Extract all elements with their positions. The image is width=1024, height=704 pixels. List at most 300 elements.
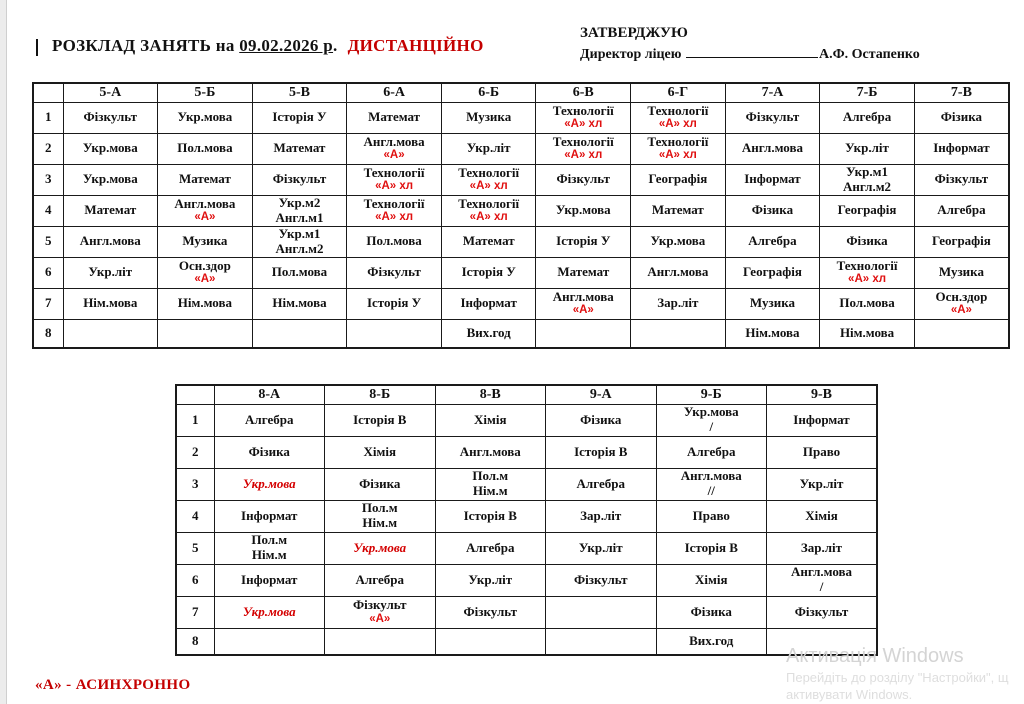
- schedule-row-1: [176, 404, 877, 436]
- schedule-cell-5-В-4: [252, 195, 347, 226]
- subject-label: Географія: [932, 233, 991, 249]
- class-column-header-5-А: 5-А: [63, 83, 158, 102]
- schedule-cell-7-А-6: [725, 257, 820, 288]
- lesson-number: 2: [176, 436, 214, 468]
- lesson-number: 8: [176, 628, 214, 655]
- schedule-cell-9-Б-6: [656, 564, 767, 596]
- schedule-cell-8-Б-1: [325, 404, 436, 436]
- schedule-cell-7-Б-4: [820, 195, 915, 226]
- schedule-cell-5-А-1: [63, 102, 158, 133]
- subject-label: Математ: [651, 202, 704, 218]
- subject-label: Укр.м1: [846, 163, 888, 179]
- schedule-row-6: [33, 257, 1009, 288]
- class-column-header-5-Б: 5-Б: [158, 83, 253, 102]
- subject-label: Укр.мова: [82, 171, 138, 187]
- schedule-table-grades-8-9: [175, 384, 878, 656]
- subject-label: Алгебра: [466, 539, 515, 555]
- subject-label: Історія У: [461, 264, 516, 280]
- schedule-cell-9-В-2: [767, 436, 878, 468]
- subject-label: Технології: [552, 133, 614, 149]
- schedule-cell-6-В-2: [536, 133, 631, 164]
- subject-label: Математ: [557, 264, 610, 280]
- subject-label: Пол.мова: [366, 233, 422, 249]
- subject-label: Алгебра: [687, 443, 736, 459]
- subject-label: Осн.здор: [935, 288, 988, 304]
- subject-label: Географія: [837, 202, 897, 218]
- subject-label: Право: [692, 507, 730, 523]
- subject-label: «А»: [194, 211, 216, 224]
- schedule-cell-5-Б-1: [158, 102, 253, 133]
- subject-label: Пол.м: [472, 468, 509, 484]
- lesson-number: 6: [33, 257, 63, 288]
- subject-label: /: [819, 579, 824, 594]
- subject-label: Фізкульт: [573, 571, 628, 587]
- schedule-cell-6-В-5: [536, 226, 631, 257]
- subject-label: Алгебра: [576, 475, 625, 491]
- subject-label: Фізика: [846, 233, 888, 249]
- schedule-cell-6-А-3: [347, 164, 442, 195]
- schedule-cell-9-В-5: [767, 532, 878, 564]
- subject-label: Нім.м: [362, 515, 398, 530]
- subject-label: Алгебра: [748, 233, 797, 249]
- subject-label: Англ.мова: [647, 264, 709, 280]
- schedule-cell-9-Б-3: [656, 468, 767, 500]
- schedule-cell-9-А-6: [546, 564, 657, 596]
- watermark-line2: активувати Windows.: [786, 687, 913, 702]
- schedule-cell-5-Б-7: [158, 288, 253, 319]
- subject-label: Історія У: [366, 295, 422, 311]
- schedule-cell-5-В-1: [252, 102, 347, 133]
- schedule-cell-7-А-5: [725, 226, 820, 257]
- date-suffix: .: [333, 36, 338, 55]
- schedule-cell-5-В-3: [252, 164, 347, 195]
- schedule-cell-7-А-4: [725, 195, 820, 226]
- schedule-cell-6-Г-7: [631, 288, 726, 319]
- subject-label: Фізика: [580, 411, 622, 427]
- subject-label: Музика: [749, 295, 795, 311]
- schedule-cell-8-Б-3: [325, 468, 436, 500]
- subject-label: Математ: [178, 171, 231, 187]
- class-column-header-7-Б: 7-Б: [820, 83, 915, 102]
- subject-label: Зар.літ: [657, 295, 699, 311]
- subject-label: Географія: [648, 171, 708, 187]
- schedule-cell-6-А-8: [347, 319, 442, 348]
- watermark-line1: Перейдіть до розділу "Настройки", щ: [786, 670, 1009, 685]
- schedule-cell-9-Б-5: [656, 532, 767, 564]
- schedule-cell-5-В-8: [252, 319, 347, 348]
- page-title: [52, 36, 484, 55]
- schedule-row-7: [33, 288, 1009, 319]
- schedule-cell-7-В-1: [914, 102, 1009, 133]
- schedule-cell-6-Б-2: [441, 133, 536, 164]
- schedule-cell-6-Г-6: [631, 257, 726, 288]
- schedule-cell-9-А-7: [546, 596, 657, 628]
- subject-label: Англ.мова: [680, 468, 742, 484]
- class-column-header-8-Б: 8-Б: [325, 385, 436, 404]
- schedule-cell-9-В-7: [767, 596, 878, 628]
- schedule-cell-8-В-3: [435, 468, 546, 500]
- schedule-cell-6-А-5: [347, 226, 442, 257]
- subject-label: Укр.мова: [242, 475, 296, 491]
- schedule-cell-7-В-7: [914, 288, 1009, 319]
- subject-label: Інформат: [241, 507, 298, 523]
- class-column-header-6-Б: 6-Б: [441, 83, 536, 102]
- subject-label: Англ.мова: [459, 443, 521, 459]
- lesson-number: 7: [176, 596, 214, 628]
- schedule-cell-5-Б-2: [158, 133, 253, 164]
- subject-label: Укр.літ: [845, 140, 889, 156]
- subject-label: Алгебра: [355, 571, 404, 587]
- schedule-cell-7-Б-5: [820, 226, 915, 257]
- schedule-row-4: [176, 500, 877, 532]
- schedule-cell-7-А-2: [725, 133, 820, 164]
- subject-label: Географія: [743, 264, 802, 280]
- schedule-cell-9-Б-7: [656, 596, 767, 628]
- asynchronous-legend: «А» - АСИНХРОННО: [35, 677, 191, 693]
- subject-label: Інформат: [460, 295, 517, 311]
- schedule-cell-7-Б-2: [820, 133, 915, 164]
- schedule-row-1: [33, 102, 1009, 133]
- revision-change-bar: [36, 39, 38, 56]
- schedule-cell-5-А-3: [63, 164, 158, 195]
- schedule-row-8: [33, 319, 1009, 348]
- schedule-cell-9-Б-2: [656, 436, 767, 468]
- schedule-cell-8-А-5: [214, 532, 325, 564]
- subject-label: Історія В: [574, 443, 628, 459]
- subject-label: Історія В: [353, 411, 407, 427]
- schedule-cell-5-Б-8: [158, 319, 253, 348]
- schedule-cell-7-Б-1: [820, 102, 915, 133]
- subject-label: «А»: [194, 273, 216, 286]
- schedule-cell-7-В-3: [914, 164, 1009, 195]
- subject-label: Технології: [647, 133, 709, 149]
- schedule-cell-6-В-7: [536, 288, 631, 319]
- schedule-cell-7-В-5: [914, 226, 1009, 257]
- schedule-cell-6-В-1: [536, 102, 631, 133]
- schedule-cell-8-А-8: [214, 628, 325, 655]
- schedule-cell-6-Г-1: [631, 102, 726, 133]
- subject-label: Хімія: [363, 443, 396, 459]
- subject-label: Нім.м: [251, 547, 287, 562]
- subject-label: Укр.мова: [555, 202, 611, 218]
- schedule-cell-9-А-3: [546, 468, 657, 500]
- subject-label: Нім.мова: [272, 295, 327, 311]
- subject-label: Математ: [462, 233, 515, 249]
- approval-block: [580, 25, 920, 63]
- signature-underline: [686, 45, 818, 58]
- subject-label: «А»: [383, 149, 405, 162]
- schedule-cell-9-В-3: [767, 468, 878, 500]
- subject-label: /: [709, 419, 714, 434]
- subject-label: Укр.мова: [242, 603, 296, 619]
- subject-label: «А»: [572, 304, 594, 317]
- schedule-cell-5-Б-5: [158, 226, 253, 257]
- windows-activation-watermark: [786, 645, 1009, 702]
- schedule-cell-5-А-5: [63, 226, 158, 257]
- schedule-cell-8-А-1: [214, 404, 325, 436]
- page-edge-strip: [0, 0, 7, 704]
- schedule-cell-8-Б-8: [325, 628, 436, 655]
- subject-label: Фізика: [751, 202, 794, 218]
- class-column-header-9-А: 9-А: [546, 385, 657, 404]
- subject-label: Математ: [368, 109, 421, 125]
- subject-label: Фізика: [940, 109, 983, 125]
- subject-label: Фізкульт: [745, 109, 800, 125]
- subject-label: Технології: [836, 257, 898, 273]
- lesson-number: 6: [176, 564, 214, 596]
- schedule-cell-5-А-2: [63, 133, 158, 164]
- subject-label: Алгебра: [937, 202, 986, 218]
- subject-label: Англ.м2: [843, 178, 892, 194]
- subject-label: Інформат: [793, 411, 850, 427]
- schedule-cell-7-В-6: [914, 257, 1009, 288]
- subject-label: Хімія: [805, 507, 838, 523]
- subject-label: Укр.мова: [650, 233, 706, 249]
- subject-label: Укр.літ: [466, 140, 511, 156]
- schedule-cell-5-В-7: [252, 288, 347, 319]
- watermark-title: Активація Windows: [786, 645, 964, 667]
- schedule-cell-6-А-4: [347, 195, 442, 226]
- subject-label: Англ.мова: [741, 140, 803, 156]
- subject-label: Історія У: [556, 233, 611, 249]
- schedule-cell-7-А-7: [725, 288, 820, 319]
- subject-label: Фізкульт: [367, 264, 421, 280]
- subject-label: Алгебра: [842, 109, 892, 125]
- schedule-cell-5-А-6: [63, 257, 158, 288]
- schedule-cell-8-А-2: [214, 436, 325, 468]
- schedule-cell-7-А-1: [725, 102, 820, 133]
- subject-label: «А»: [950, 304, 972, 317]
- schedule-cell-9-А-5: [546, 532, 657, 564]
- subject-label: Музика: [466, 109, 512, 125]
- schedule-cell-7-А-3: [725, 164, 820, 195]
- subject-label: «А» хл: [564, 118, 603, 131]
- subject-label: Пол.мова: [839, 295, 895, 311]
- subject-label: Фізкульт: [352, 597, 407, 613]
- subject-label: Укр.м1: [278, 225, 321, 241]
- schedule-row-2: [176, 436, 877, 468]
- lesson-number: 4: [33, 195, 63, 226]
- schedule-row-3: [176, 468, 877, 500]
- subject-label: Укр.мова: [177, 109, 233, 125]
- approval-label: ЗАТВЕРДЖУЮ: [580, 25, 688, 41]
- schedule-cell-8-А-6: [214, 564, 325, 596]
- schedule-cell-6-А-6: [347, 257, 442, 288]
- subject-label: Укр.мова: [82, 140, 138, 156]
- subject-label: Пол.мова: [271, 264, 328, 280]
- schedule-cell-9-В-6: [767, 564, 878, 596]
- subject-label: Фізкульт: [83, 109, 138, 125]
- subject-label: Англ.м1: [275, 209, 324, 225]
- schedule-cell-5-Б-3: [158, 164, 253, 195]
- schedule-cell-6-В-3: [536, 164, 631, 195]
- schedule-cell-7-В-2: [914, 133, 1009, 164]
- director-label: Директор ліцею: [580, 47, 682, 62]
- schedule-cell-8-Б-2: [325, 436, 436, 468]
- schedule-cell-8-Б-5: [325, 532, 436, 564]
- schedule-cell-5-А-4: [63, 195, 158, 226]
- class-column-header-9-В: 9-В: [767, 385, 878, 404]
- subject-label: Фізкульт: [794, 603, 849, 619]
- subject-label: Англ.мова: [552, 288, 614, 304]
- schedule-row-6: [176, 564, 877, 596]
- subject-label: Фізика: [248, 443, 290, 459]
- subject-label: Укр.мова: [683, 404, 739, 420]
- subject-label: Укр.мова: [353, 539, 407, 555]
- schedule-cell-8-Б-7: [325, 596, 436, 628]
- class-column-header-6-А: 6-А: [347, 83, 442, 102]
- subject-label: Математ: [273, 140, 326, 156]
- lesson-number: 4: [176, 500, 214, 532]
- subject-label: Алгебра: [245, 411, 294, 427]
- distance-mode-label: ДИСТАНЦІЙНО: [347, 36, 484, 55]
- schedule-cell-5-А-8: [63, 319, 158, 348]
- class-column-header-9-Б: 9-Б: [656, 385, 767, 404]
- subject-label: Технології: [458, 195, 520, 211]
- subject-label: «А» хл: [469, 211, 508, 224]
- subject-label: «А» хл: [375, 180, 414, 193]
- schedule-cell-9-А-8: [546, 628, 657, 655]
- subject-label: Музика: [938, 264, 984, 280]
- subject-label: Англ.мова: [363, 133, 425, 149]
- schedule-cell-6-Б-5: [441, 226, 536, 257]
- schedule-cell-8-В-8: [435, 628, 546, 655]
- schedule-cell-6-Г-2: [631, 133, 726, 164]
- subject-label: Англ.мова: [790, 564, 853, 580]
- schedule-cell-8-А-7: [214, 596, 325, 628]
- subject-label: Англ.м2: [275, 240, 324, 256]
- schedule-cell-7-Б-3: [820, 164, 915, 195]
- lesson-number: 3: [33, 164, 63, 195]
- lesson-number: 5: [33, 226, 63, 257]
- subject-label: Технології: [363, 164, 425, 180]
- schedule-row-5: [176, 532, 877, 564]
- schedule-cell-9-А-1: [546, 404, 657, 436]
- schedule-cell-7-В-8: [914, 319, 1009, 348]
- subject-label: Укр.літ: [799, 475, 844, 491]
- schedule-row-8: [176, 628, 877, 655]
- subject-label: Технології: [552, 102, 614, 118]
- subject-label: Пол.мова: [177, 140, 233, 156]
- schedule-table-grades-5-7: [32, 82, 1010, 349]
- class-column-header-8-А: 8-А: [214, 385, 325, 404]
- subject-label: Англ.мова: [79, 233, 141, 249]
- subject-label: Укр.м2: [278, 194, 321, 210]
- subject-label: Право: [802, 443, 841, 459]
- schedule-cell-5-В-2: [252, 133, 347, 164]
- schedule-cell-8-Б-6: [325, 564, 436, 596]
- schedule-cell-6-А-1: [347, 102, 442, 133]
- schedule-cell-6-А-2: [347, 133, 442, 164]
- schedule-cell-9-Б-8: [656, 628, 767, 655]
- schedule-cell-9-В-4: [767, 500, 878, 532]
- subject-label: «А» хл: [469, 180, 508, 193]
- subject-label: Зар.літ: [580, 507, 622, 523]
- schedule-cell-5-В-5: [252, 226, 347, 257]
- subject-label: Технології: [363, 195, 425, 211]
- subject-label: Історія В: [463, 507, 517, 523]
- subject-label: Осн.здор: [178, 257, 231, 273]
- title-prefix: РОЗКЛАД ЗАНЯТЬ на: [52, 36, 240, 55]
- lesson-number: 1: [176, 404, 214, 436]
- schedule-cell-8-В-1: [435, 404, 546, 436]
- director-signature-line: [580, 45, 920, 63]
- schedule-cell-9-А-2: [546, 436, 657, 468]
- schedule-cell-8-В-4: [435, 500, 546, 532]
- schedule-row-3: [33, 164, 1009, 195]
- class-column-header-6-Г: 6-Г: [631, 83, 726, 102]
- subject-label: Інформат: [933, 140, 990, 156]
- schedule-cell-8-А-4: [214, 500, 325, 532]
- schedule-cell-6-Г-5: [631, 226, 726, 257]
- subject-label: «А» хл: [375, 211, 414, 224]
- subject-label: Математ: [84, 202, 137, 218]
- subject-label: Історія У: [272, 109, 327, 125]
- subject-label: Фізика: [690, 603, 732, 619]
- subject-label: Нім.мова: [83, 295, 138, 311]
- subject-label: Вих.год: [466, 324, 511, 340]
- class-column-header-6-В: 6-В: [536, 83, 631, 102]
- schedule-cell-6-В-4: [536, 195, 631, 226]
- subject-label: Укр.літ: [88, 264, 133, 280]
- subject-label: Фізкульт: [463, 603, 518, 619]
- subject-label: Нім.мова: [839, 324, 895, 340]
- subject-label: Нім.мова: [745, 324, 800, 340]
- subject-label: «А» хл: [564, 149, 603, 162]
- subject-label: Пол.м: [251, 532, 288, 548]
- schedule-cell-9-Б-1: [656, 404, 767, 436]
- class-column-header-8-В: 8-В: [435, 385, 546, 404]
- subject-label: Хімія: [474, 411, 507, 427]
- subject-label: Історія В: [684, 539, 738, 555]
- schedule-cell-6-Б-4: [441, 195, 536, 226]
- subject-label: «А» хл: [658, 118, 697, 131]
- class-column-header-7-А: 7-А: [725, 83, 820, 102]
- subject-label: Укр.літ: [468, 571, 513, 587]
- subject-label: Зар.літ: [800, 539, 843, 555]
- subject-label: Фізкульт: [272, 171, 327, 187]
- subject-label: Хімія: [695, 571, 728, 587]
- subject-label: Інформат: [241, 571, 298, 587]
- subject-label: Укр.літ: [578, 539, 623, 555]
- subject-label: Фізкульт: [934, 171, 989, 187]
- lesson-number-column-header: [176, 385, 214, 404]
- subject-label: Технології: [647, 102, 709, 118]
- schedule-cell-9-А-4: [546, 500, 657, 532]
- schedule-cell-5-В-6: [252, 257, 347, 288]
- schedule-cell-6-Г-3: [631, 164, 726, 195]
- document-header: [36, 36, 484, 56]
- schedule-cell-8-В-2: [435, 436, 546, 468]
- schedule-cell-5-А-7: [63, 288, 158, 319]
- subject-label: Пол.м: [361, 500, 398, 516]
- subject-label: «А»: [369, 612, 391, 625]
- schedule-cell-6-Г-4: [631, 195, 726, 226]
- schedule-cell-7-Б-7: [820, 288, 915, 319]
- schedule-cell-6-Г-8: [631, 319, 726, 348]
- schedule-cell-9-В-1: [767, 404, 878, 436]
- lesson-number-column-header: [33, 83, 63, 102]
- subject-label: Вих.год: [689, 632, 734, 648]
- schedule-cell-5-Б-6: [158, 257, 253, 288]
- subject-label: «А» хл: [848, 273, 887, 286]
- schedule-row-2: [33, 133, 1009, 164]
- schedule-cell-7-Б-8: [820, 319, 915, 348]
- lesson-number: 1: [33, 102, 63, 133]
- subject-label: Інформат: [744, 171, 801, 187]
- schedule-row-4: [33, 195, 1009, 226]
- lesson-number: 2: [33, 133, 63, 164]
